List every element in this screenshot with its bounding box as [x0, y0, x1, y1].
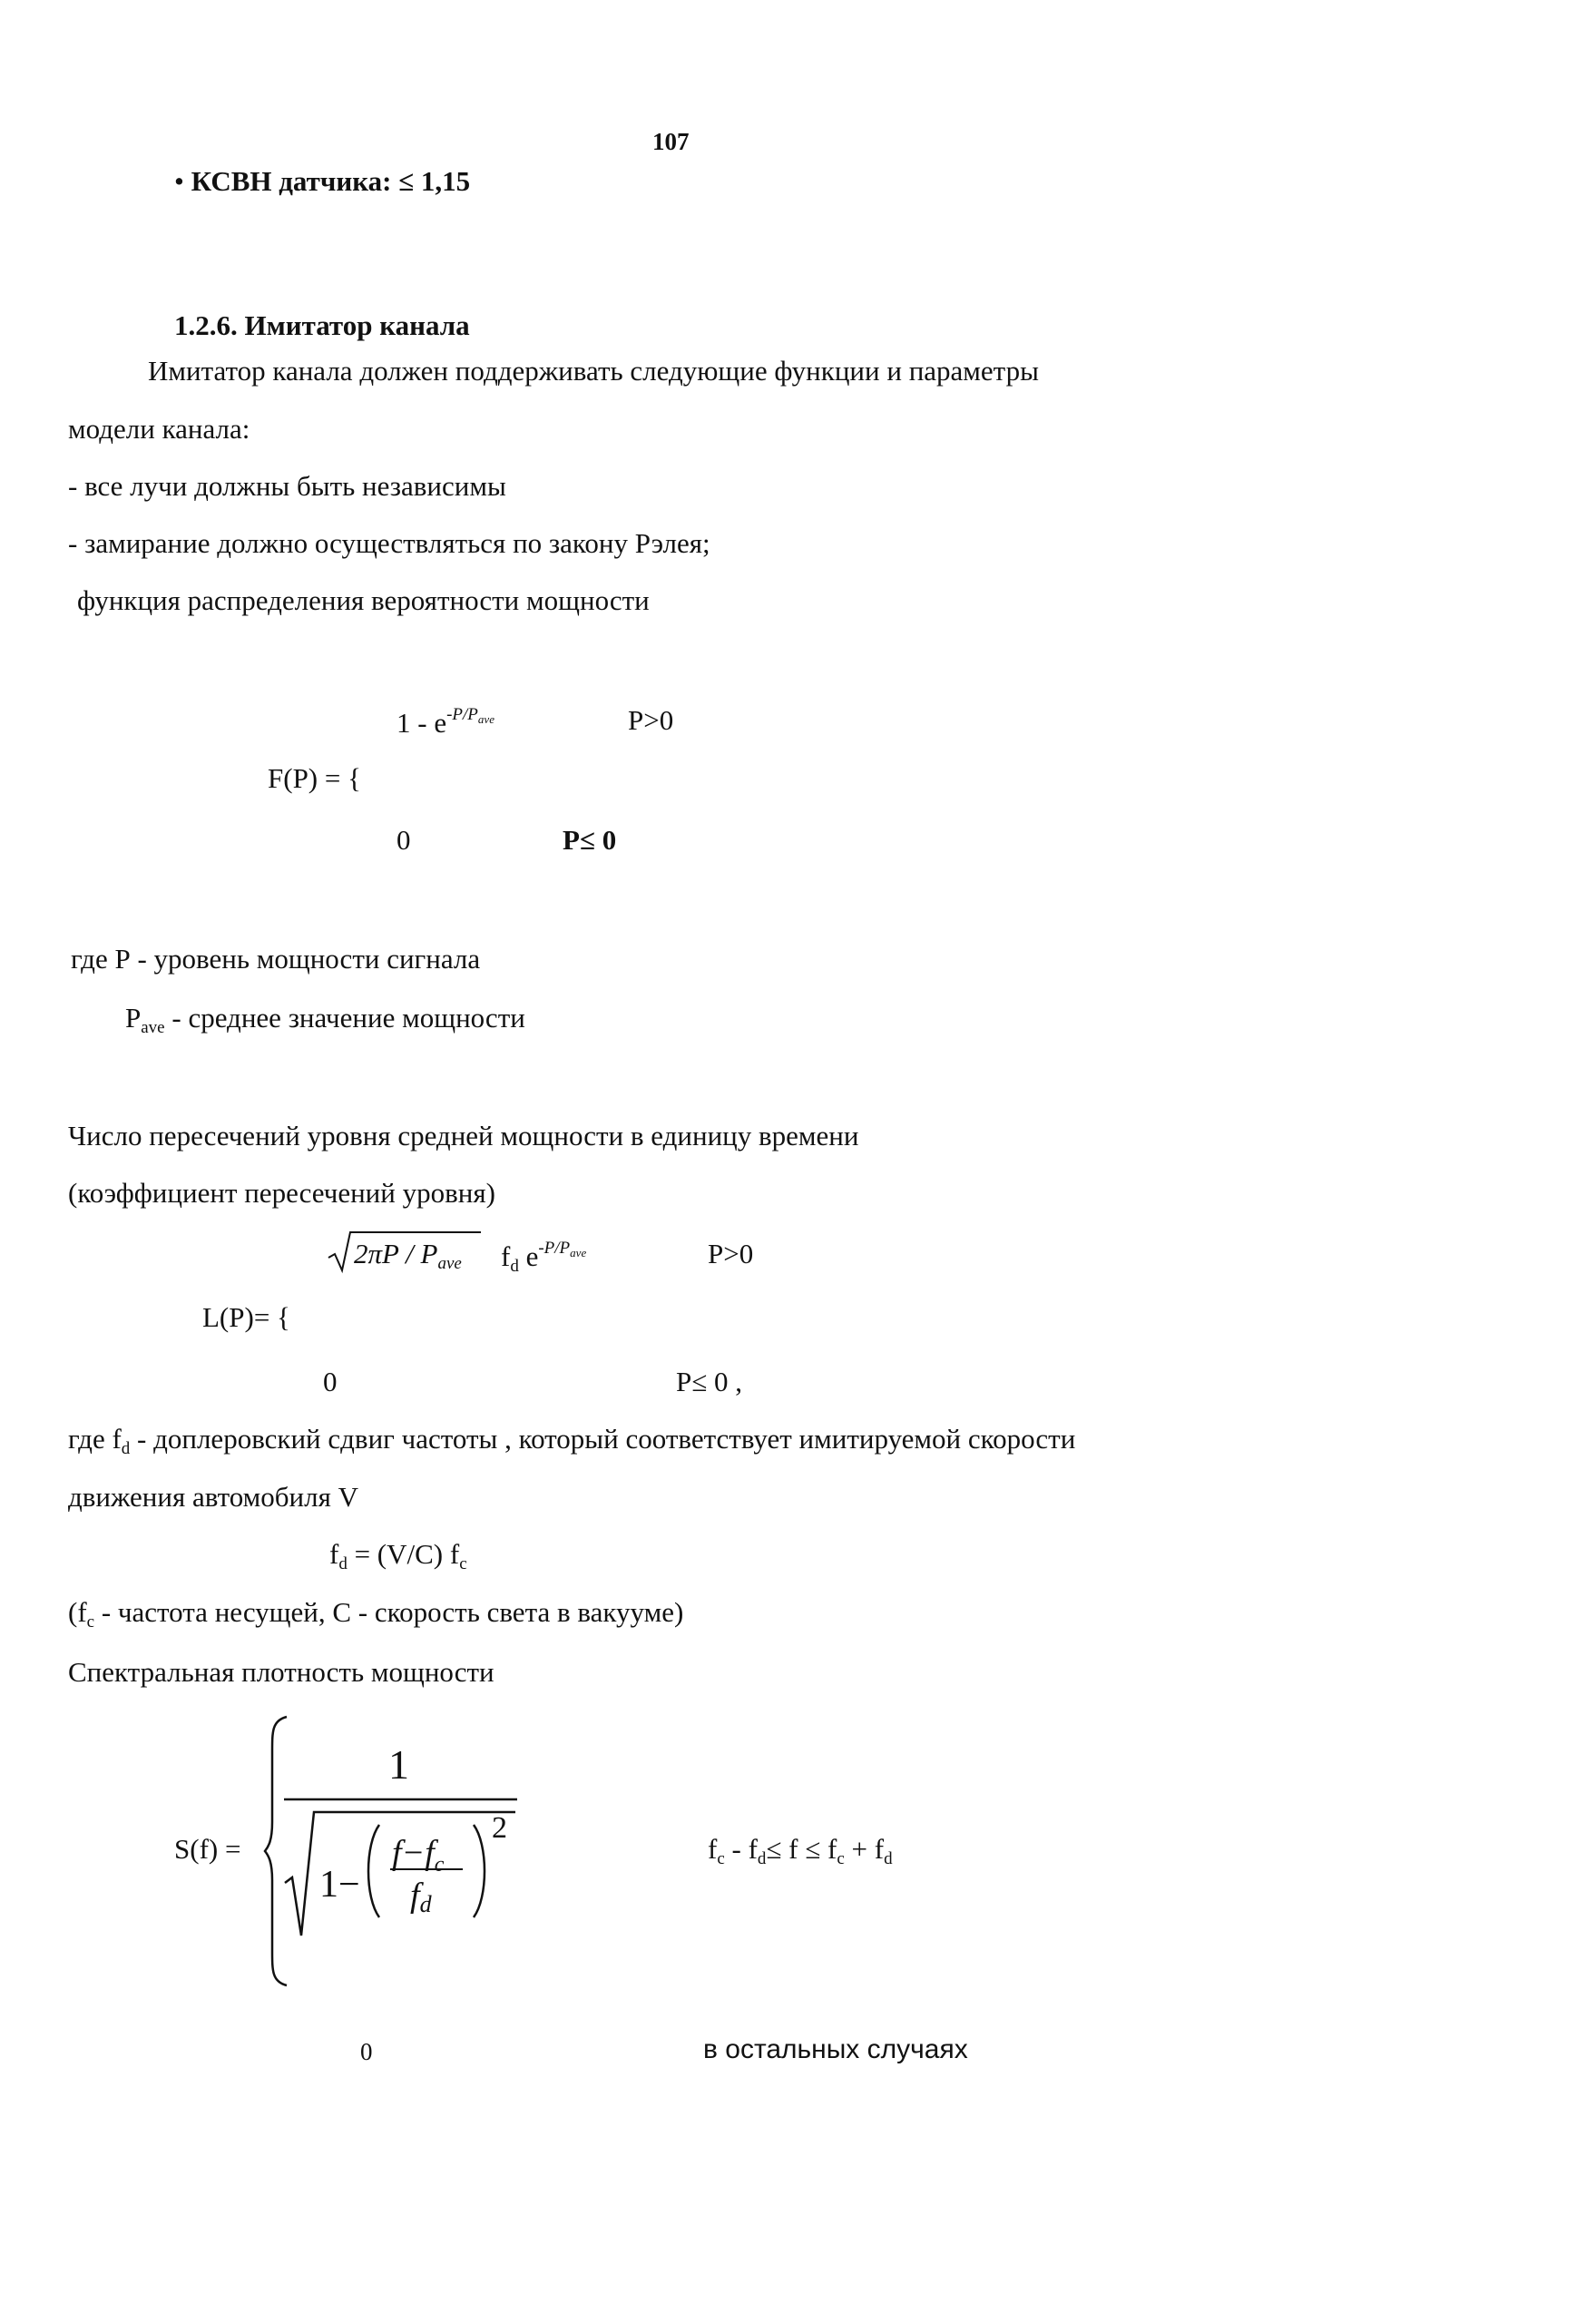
lp-exp-sub: ave — [570, 1246, 587, 1259]
lp-lhs: L(P)= { — [202, 1301, 290, 1333]
carrier-note — [68, 1598, 683, 1631]
sf-cond-fc-sub: c — [717, 1849, 725, 1868]
sf-cond-fc: f — [708, 1833, 718, 1865]
where-fd-line-1 — [68, 1425, 1075, 1457]
pave-symbol: P — [125, 1002, 142, 1034]
sf-cond-fd-sub: d — [757, 1849, 767, 1868]
list-item-1: - все лучи должны быть независимы — [68, 470, 506, 502]
sf-one-minus: 1− — [319, 1864, 360, 1906]
sf-inner-den-sub: d — [419, 1891, 432, 1917]
page-number: 107 — [652, 128, 690, 155]
lp-exp-base: e — [525, 1240, 539, 1272]
fd-formula-b: = (V/C) f — [347, 1538, 460, 1570]
where-fd-line-2: движения автомобиля V — [68, 1481, 358, 1513]
fd-formula-a-sub: d — [338, 1554, 348, 1573]
where-pave-line — [125, 1004, 525, 1036]
sf-lhs: S(f) = — [174, 1833, 241, 1865]
spectral-heading: Спектральная плотность мощности — [68, 1656, 494, 1688]
where-fd-sub: d — [121, 1439, 131, 1458]
sf-inner-num-sub: c — [434, 1853, 445, 1877]
sf-numerator: 1 — [388, 1741, 409, 1788]
sf-cond-fd: - f — [724, 1833, 758, 1865]
carrier-note-b: - частота несущей, С - скорость света в вакууме) — [94, 1596, 684, 1628]
sf-case2-condition: в остальных случаях — [703, 2034, 968, 2064]
lp-fd-term — [501, 1240, 586, 1275]
where-p-line: где Р - уровень мощности сигнала — [71, 943, 481, 975]
sf-inner-denominator — [410, 1878, 432, 1916]
carrier-note-a: (f — [68, 1596, 87, 1628]
fp-case1-base: 1 - e — [397, 707, 447, 739]
sf-inner-den: f — [410, 1877, 420, 1915]
fp-case1-expr — [397, 706, 494, 737]
sf-cond-fd2: + f — [844, 1833, 885, 1865]
lp-case2-condition: P≤ 0 , — [676, 1366, 743, 1397]
section-title: Имитатор канала — [244, 309, 470, 341]
lp-case2-expr: 0 — [323, 1366, 338, 1397]
bullet-line — [174, 167, 470, 195]
lp-sqrt-sub: ave — [437, 1254, 462, 1273]
lp-exp: -P/P — [538, 1239, 571, 1258]
list-item-2: - замирание должно осуществляться по закону Рэлея; — [68, 527, 710, 559]
fd-formula-b-sub: c — [459, 1554, 467, 1573]
lp-sqrt-body — [354, 1240, 462, 1272]
lp-fd: f — [501, 1240, 511, 1272]
intro-line-1: Имитатор канала должен поддерживать следующие функции и параметры — [148, 355, 1039, 387]
pave-description: - среднее значение мощности — [164, 1002, 525, 1034]
sf-cond-range: ≤ f ≤ f — [766, 1833, 837, 1865]
lp-case1-condition: P>0 — [708, 1238, 754, 1269]
fp-lhs: F(P) = { — [268, 762, 361, 794]
crossing-line-2: (коэффициент пересечений уровня) — [68, 1177, 495, 1209]
bullet-symbol: • — [174, 165, 184, 197]
section-number: 1.2.6. — [174, 309, 238, 341]
bullet-label: КСВН датчика: — [191, 165, 392, 197]
intro-line-2: модели канала: — [68, 413, 250, 445]
bullet-value: ≤ 1,15 — [398, 165, 471, 197]
list-item-3: функция распределения вероятности мощности — [77, 584, 650, 616]
sf-cond-fd2-sub: d — [884, 1849, 893, 1868]
fp-case2-expr: 0 — [397, 824, 411, 856]
fp-case1-exponent-sub: ave — [477, 712, 494, 726]
lp-fd-sub: d — [510, 1257, 519, 1276]
sf-cond-fc2-sub: c — [837, 1849, 845, 1868]
sf-condition — [708, 1835, 893, 1867]
where-fd-text: - доплеровский сдвиг частоты , который соответствует имитируемой скорости — [130, 1423, 1076, 1455]
lp-sqrt-expr: 2πP / P — [354, 1238, 438, 1269]
sf-inner-num: f−f — [392, 1834, 435, 1872]
fd-formula — [329, 1540, 467, 1573]
where-fd-prefix: где f — [68, 1423, 122, 1455]
fp-case2-condition: P≤ 0 — [563, 824, 617, 856]
pave-subscript: ave — [141, 1018, 165, 1037]
fd-formula-a: f — [329, 1538, 339, 1570]
sf-power: 2 — [492, 1811, 507, 1845]
carrier-note-sub: c — [86, 1612, 95, 1632]
section-heading — [174, 311, 470, 339]
fp-case1-exponent: -P/P — [446, 705, 478, 724]
sf-inner-numerator — [392, 1836, 444, 1876]
sf-case2-expr: 0 — [360, 2038, 373, 2065]
fp-case1-condition: P>0 — [628, 704, 674, 736]
crossing-line-1: Число пересечений уровня средней мощности в единицу времени — [68, 1120, 859, 1152]
